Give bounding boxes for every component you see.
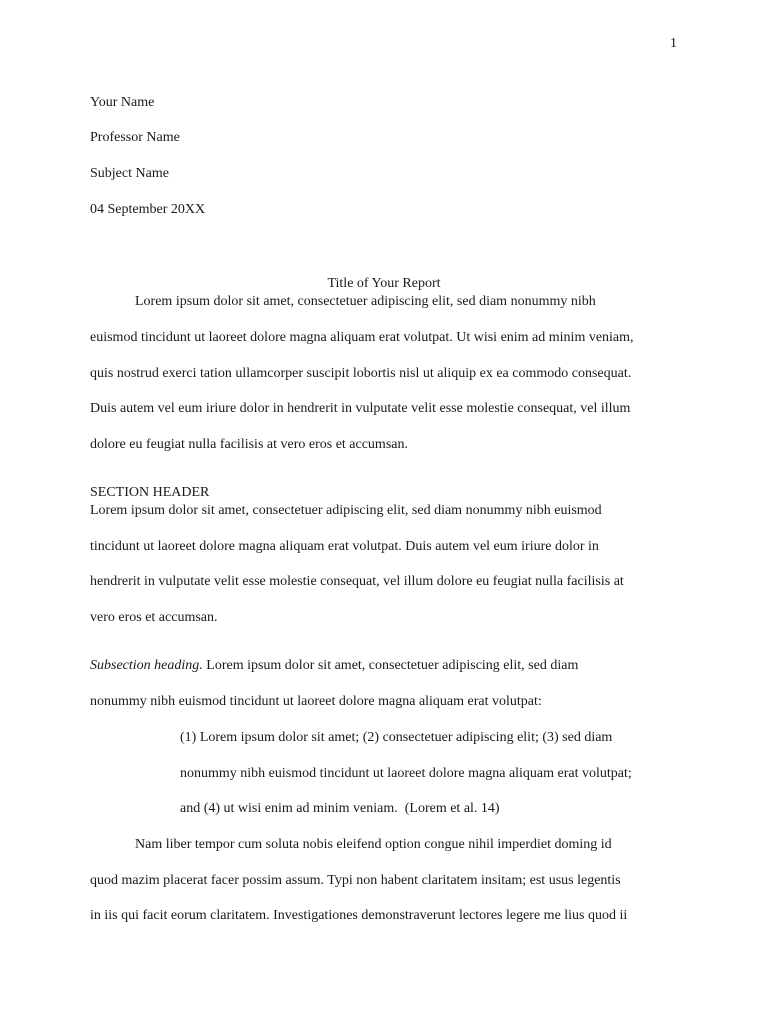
intro-line: Lorem ipsum dolor sit amet, consectetuer adipiscing elit, sed diam nonummy nibh	[135, 294, 596, 309]
page-number: 1	[670, 36, 677, 51]
closing-line: in iis qui facit eorum claritatem. Investigationes demonstraverunt lectores legere me lius quod ii	[90, 908, 628, 923]
report-title: Title of Your Report	[327, 276, 441, 291]
intro-line: quis nostrud exerci tation ullamcorper suscipit lobortis nisl ut aliquip ex ea commodo consequat.	[90, 366, 632, 381]
subsection-first-line	[90, 658, 578, 674]
closing-line: quod mazim placerat facer possim assum. Typi non habent claritatem insitam; est usus legentis	[90, 873, 621, 888]
section-line: vero eros et accumsan.	[90, 610, 218, 625]
subject-name: Subject Name	[90, 166, 169, 181]
subsection-text: Lorem ipsum dolor sit amet, consectetuer adipiscing elit, sed diam	[202, 658, 579, 673]
professor-name: Professor Name	[90, 130, 180, 145]
subsection-heading: Subsection heading.	[90, 658, 203, 673]
intro-line: euismod tincidunt ut laoreet dolore magna aliquam erat volutpat. Ut wisi enim ad minim veniam,	[90, 330, 634, 345]
block-quote-line: and (4) ut wisi enim ad minim veniam. (Lorem et al. 14)	[180, 801, 500, 816]
intro-line: dolore eu feugiat nulla facilisis at vero eros et accumsan.	[90, 437, 408, 452]
section-line: Lorem ipsum dolor sit amet, consectetuer adipiscing elit, sed diam nonummy nibh euismod	[90, 503, 602, 518]
section-line: tincidunt ut laoreet dolore magna aliquam erat volutpat. Duis autem vel eum iriure dolor in	[90, 539, 599, 554]
subsection-line: nonummy nibh euismod tincidunt ut laoreet dolore magna aliquam erat volutpat:	[90, 694, 542, 709]
intro-line: Duis autem vel eum iriure dolor in hendrerit in vulputate velit esse molestie consequat, vel illum	[90, 401, 631, 416]
block-quote-line: nonummy nibh euismod tincidunt ut laoreet dolore magna aliquam erat volutpat;	[180, 766, 632, 781]
author-name: Your Name	[90, 95, 155, 110]
block-quote-line: (1) Lorem ipsum dolor sit amet; (2) consectetuer adipiscing elit; (3) sed diam	[180, 730, 613, 745]
section-header: SECTION HEADER	[90, 485, 210, 500]
closing-line: Nam liber tempor cum soluta nobis eleifend option congue nihil imperdiet doming id	[135, 837, 612, 852]
report-date: 04 September 20XX	[90, 202, 206, 217]
section-line: hendrerit in vulputate velit esse molestie consequat, vel illum dolore eu feugiat nulla facilisis at	[90, 574, 624, 589]
